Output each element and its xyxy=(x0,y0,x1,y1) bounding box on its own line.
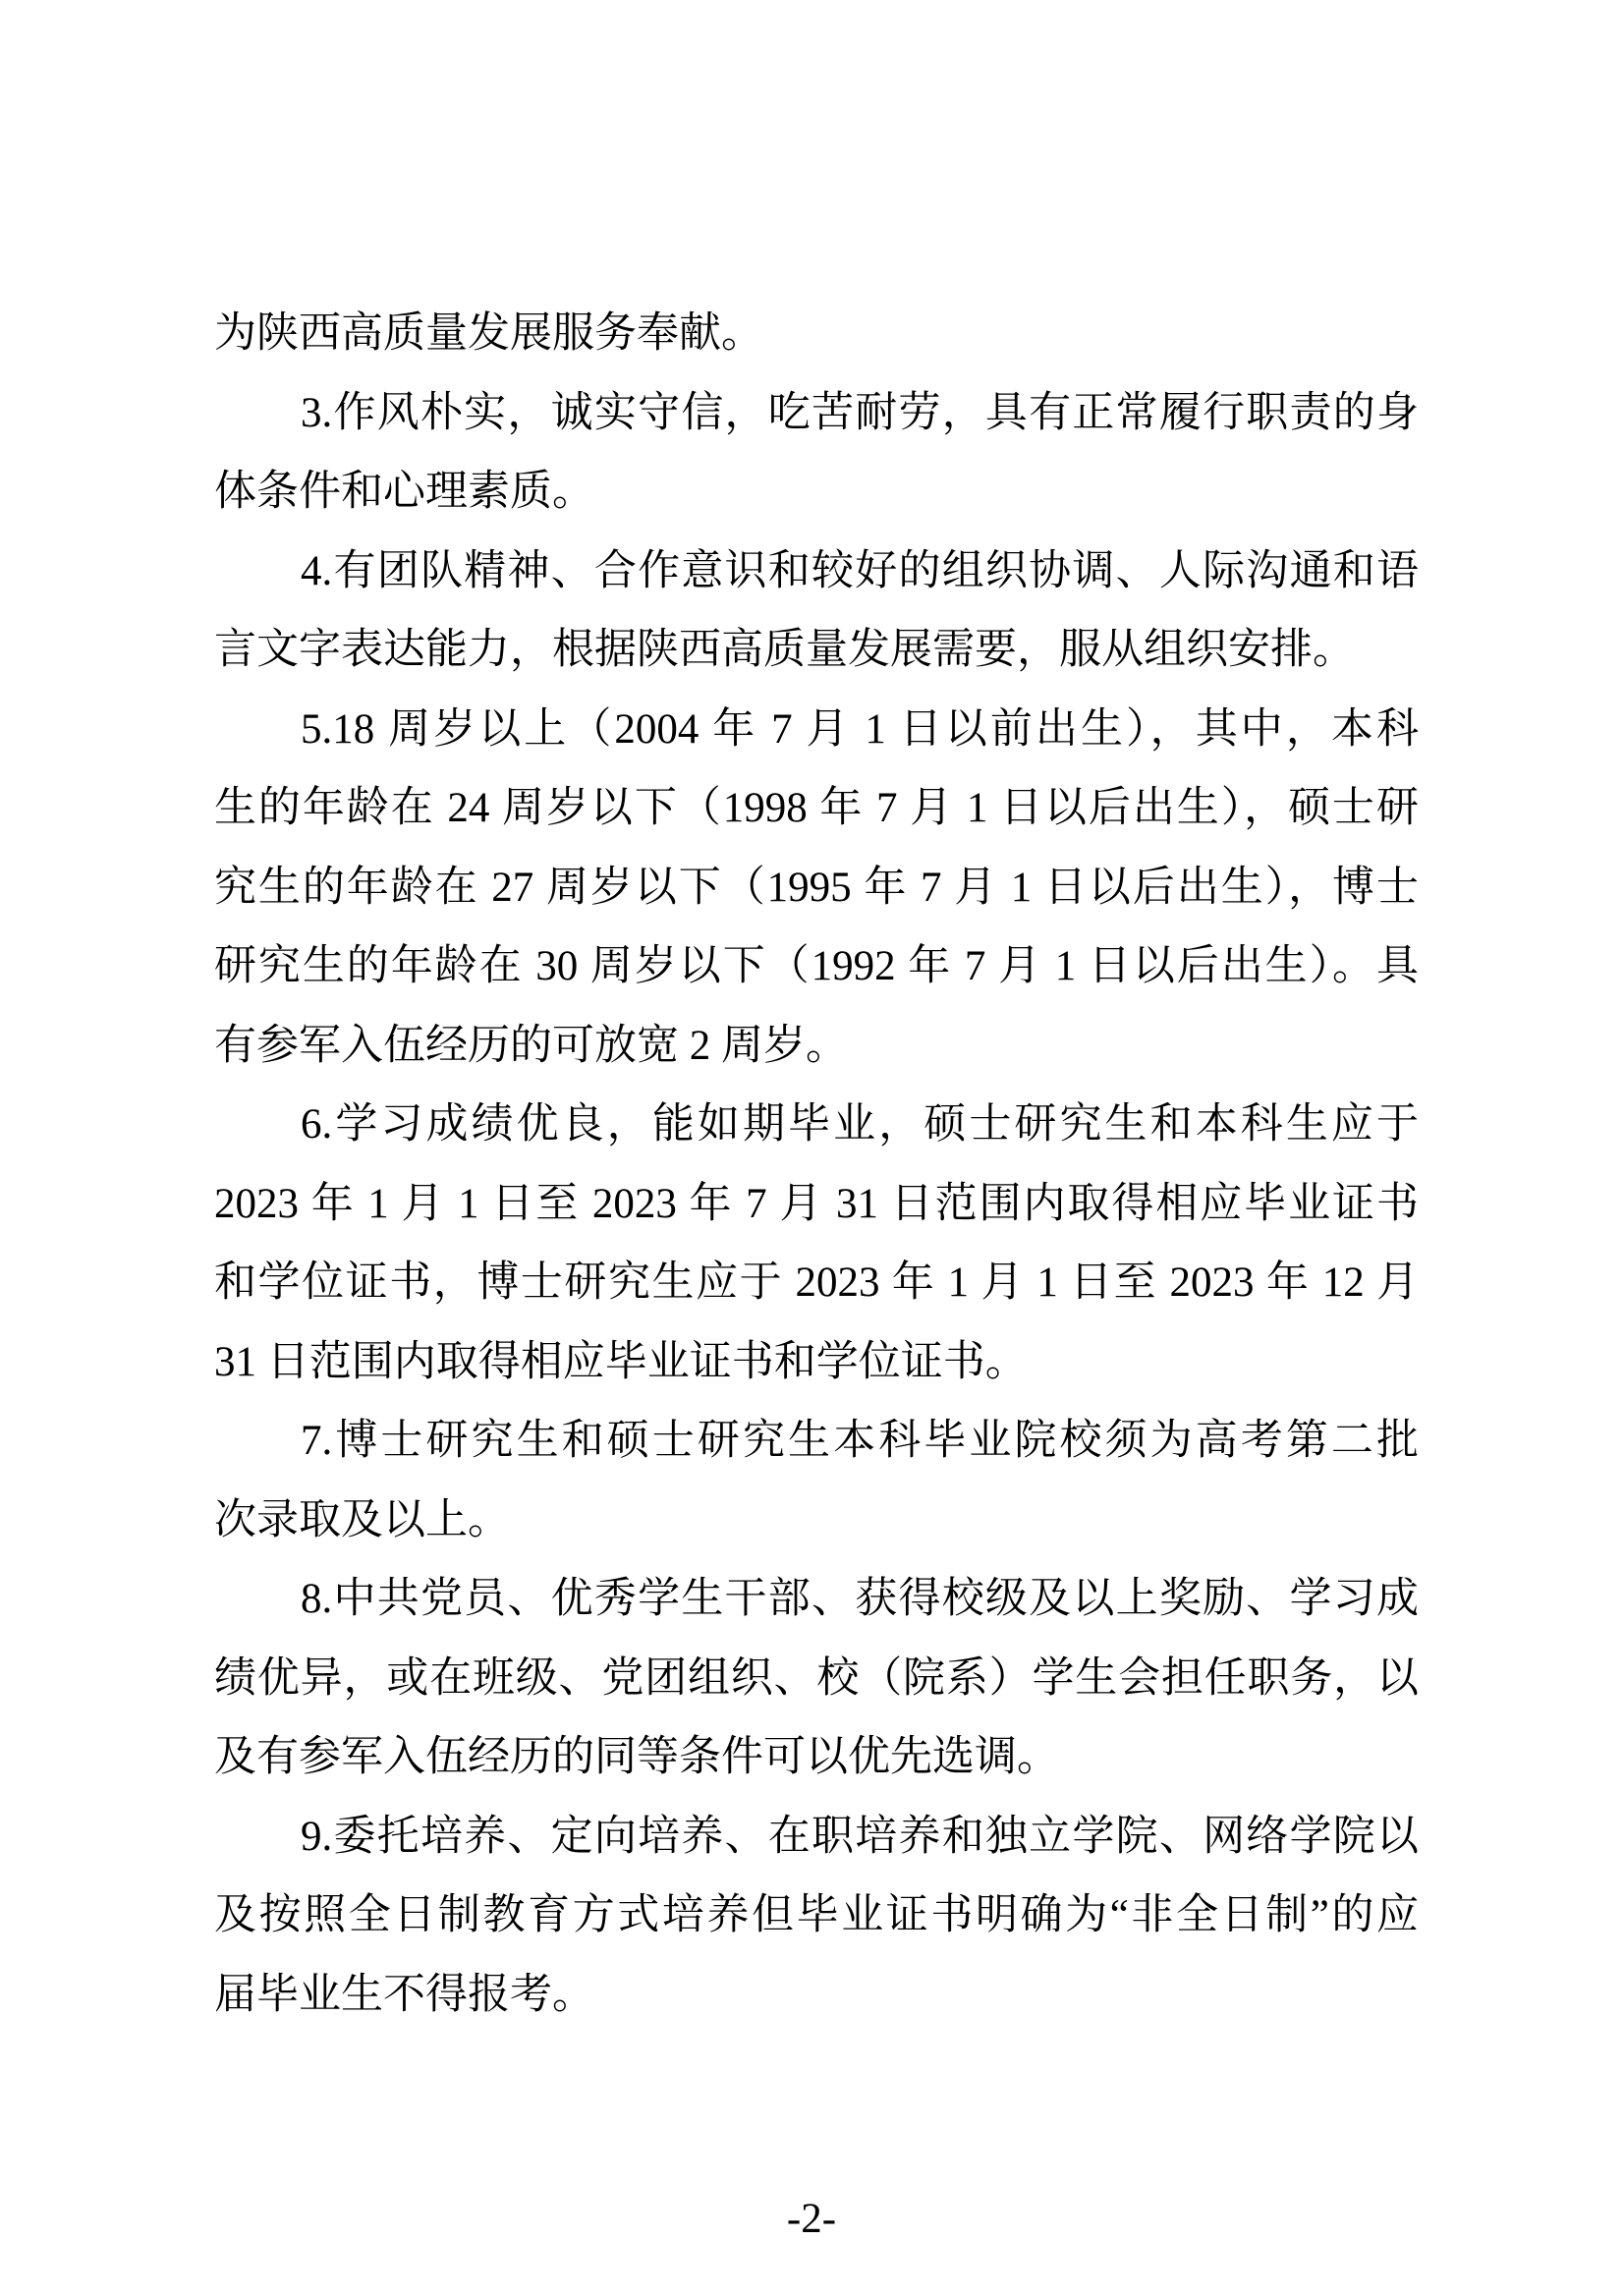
text-line: 绩优异，或在班级、党团组织、校（院系）学生会担任职务，以 xyxy=(214,1654,1419,1702)
text-line: 4.有团队精神、合作意识和较好的组织协调、人际沟通和语 xyxy=(301,547,1419,594)
text-line: 及按照全日制教育方式培养但毕业证书明确为“非全日制”的应 xyxy=(214,1892,1419,1938)
text-line: 届毕业生不得报考。 xyxy=(214,1971,594,2018)
page-number: -2- xyxy=(786,2196,837,2242)
text-line: 究生的年龄在 27 周岁以下（1995 年 7 月 1 日以后出生），博士 xyxy=(214,864,1419,911)
text-line: 8.中共党员、优秀学生干部、获得校级及以上奖励、学习成 xyxy=(301,1576,1419,1622)
text-line: 3.作风朴实，诚实守信，吃苦耐劳，具有正常履行职责的身 xyxy=(301,389,1419,436)
text-line: 有参军入伍经历的可放宽 2 周岁。 xyxy=(214,1022,848,1069)
text-line: 及有参军入伍经历的同等条件可以优先选调。 xyxy=(214,1734,1059,1780)
document-body xyxy=(214,295,1419,2035)
text-line: 为陕西高质量发展服务奉献。 xyxy=(214,310,763,357)
text-line: 2023 年 1 月 1 日至 2023 年 7 月 31 日范围内取得相应毕业证书 xyxy=(214,1180,1419,1227)
text-line: 和学位证书，博士研究生应于 2023 年 1 月 1 日至 2023 年 12 月 xyxy=(214,1260,1419,1306)
text-line: 6.学习成绩优良，能如期毕业，硕士研究生和本科生应于 xyxy=(301,1101,1419,1148)
text-line: 体条件和心理素质。 xyxy=(214,469,594,515)
text-line: 言文字表达能力，根据陕西高质量发展需要，服从组织安排。 xyxy=(214,627,1355,673)
text-line: 31 日范围内取得相应毕业证书和学位证书。 xyxy=(214,1338,1028,1385)
text-line: 研究生的年龄在 30 周岁以下（1992 年 7 月 1 日以后出生）。具 xyxy=(214,943,1419,989)
text-line: 7.博士研究生和硕士研究生本科毕业院校须为高考第二批 xyxy=(301,1418,1419,1464)
text-line: 生的年龄在 24 周岁以下（1998 年 7 月 1 日以后出生），硕士研 xyxy=(214,785,1419,831)
text-line: 5.18 周岁以上（2004 年 7 月 1 日以前出生），其中，本科 xyxy=(301,705,1419,753)
text-line: 次录取及以上。 xyxy=(214,1496,510,1543)
text-line: 9.委托培养、定向培养、在职培养和独立学院、网络学院以 xyxy=(301,1813,1419,1860)
